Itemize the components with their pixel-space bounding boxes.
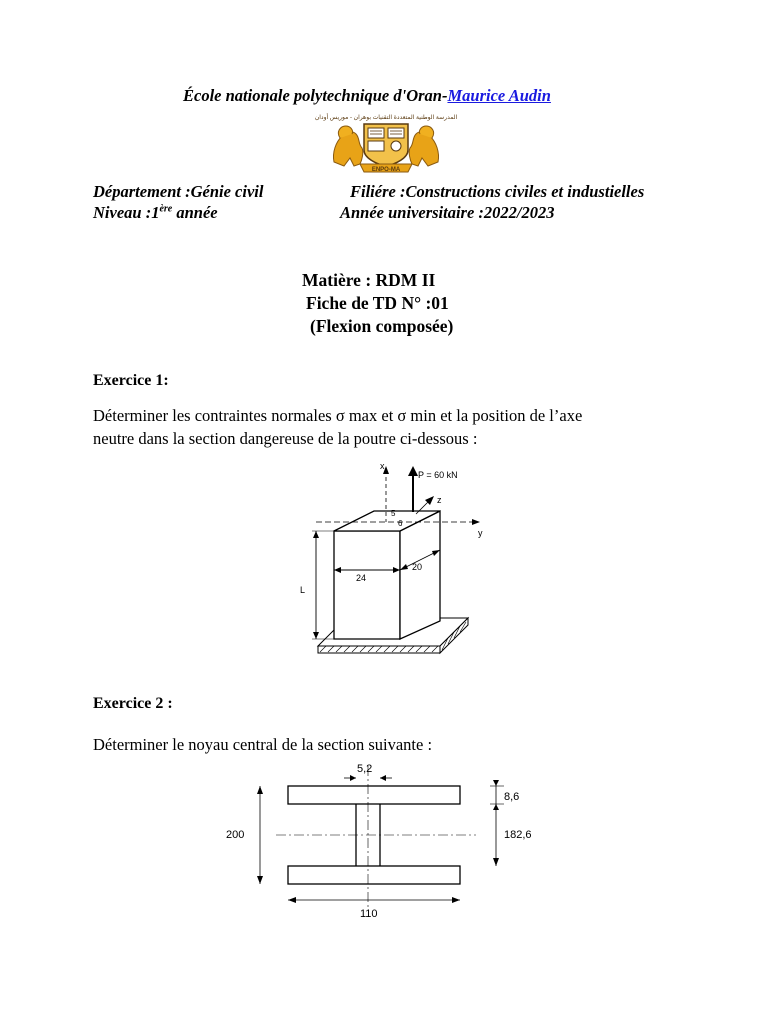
exercise1-heading: Exercice 1:: [93, 372, 169, 389]
dim-L-label: L: [300, 585, 306, 595]
dim-height-label: 200: [226, 829, 245, 841]
school-crest-logo: [314, 112, 458, 174]
axis-y-label: y: [478, 528, 483, 538]
exercise1-text-line2: neutre dans la section dangereuse de la poutre ci-dessous :: [93, 429, 478, 448]
dim-24-label: 24: [356, 573, 367, 583]
load-label: P = 60 kN: [418, 470, 458, 480]
niveau-suffix: année: [172, 203, 218, 222]
niveau-sup: ère: [159, 203, 173, 215]
matiere-title: Matière : RDM II: [302, 270, 436, 290]
fiche-title: Fiche de TD N° :01: [306, 293, 449, 313]
dim-width-label: 110: [360, 908, 378, 920]
column-box: [334, 511, 440, 639]
school-name-link[interactable]: Maurice Audin: [447, 86, 551, 105]
school-name: [183, 86, 551, 106]
exercise2-figure: [220, 758, 550, 920]
department: Département :Génie civil: [93, 182, 264, 201]
dim-5-label: 5: [391, 509, 396, 518]
dim-web-label: 5,2: [357, 763, 373, 775]
logo-badge-text: ENPO-MA: [371, 167, 401, 173]
exercise1-figure: [290, 458, 500, 670]
dim-6-label: 6: [398, 519, 403, 528]
logo-arabic-text: المدرسة الوطنية المتعددة التقنيات بوهران - موريس أودان: [314, 115, 458, 121]
annee-universitaire: Année universitaire :2022/2023: [340, 203, 555, 222]
axis-z-label: z: [437, 495, 442, 505]
axis-x-label: x: [380, 461, 385, 471]
dim-20-label: 20: [412, 562, 423, 572]
exercise2-heading: Exercice 2 :: [93, 695, 173, 712]
theme-title: (Flexion composée): [310, 316, 454, 336]
niveau: [93, 203, 218, 223]
filiere: Filiére :Constructions civiles et industielles: [350, 182, 645, 201]
school-name-prefix: École nationale polytechnique d'Oran-: [183, 86, 448, 105]
exercise2-text: Déterminer le noyau central de la section suivante :: [93, 735, 433, 754]
exercise1-text-line1: Déterminer les contraintes normales σ max et σ min et la position de l’axe: [93, 406, 583, 425]
dim-inner-label: 182,6: [504, 829, 532, 841]
dim-flange-label: 8,6: [504, 791, 520, 803]
niveau-prefix: Niveau :1: [93, 203, 160, 222]
